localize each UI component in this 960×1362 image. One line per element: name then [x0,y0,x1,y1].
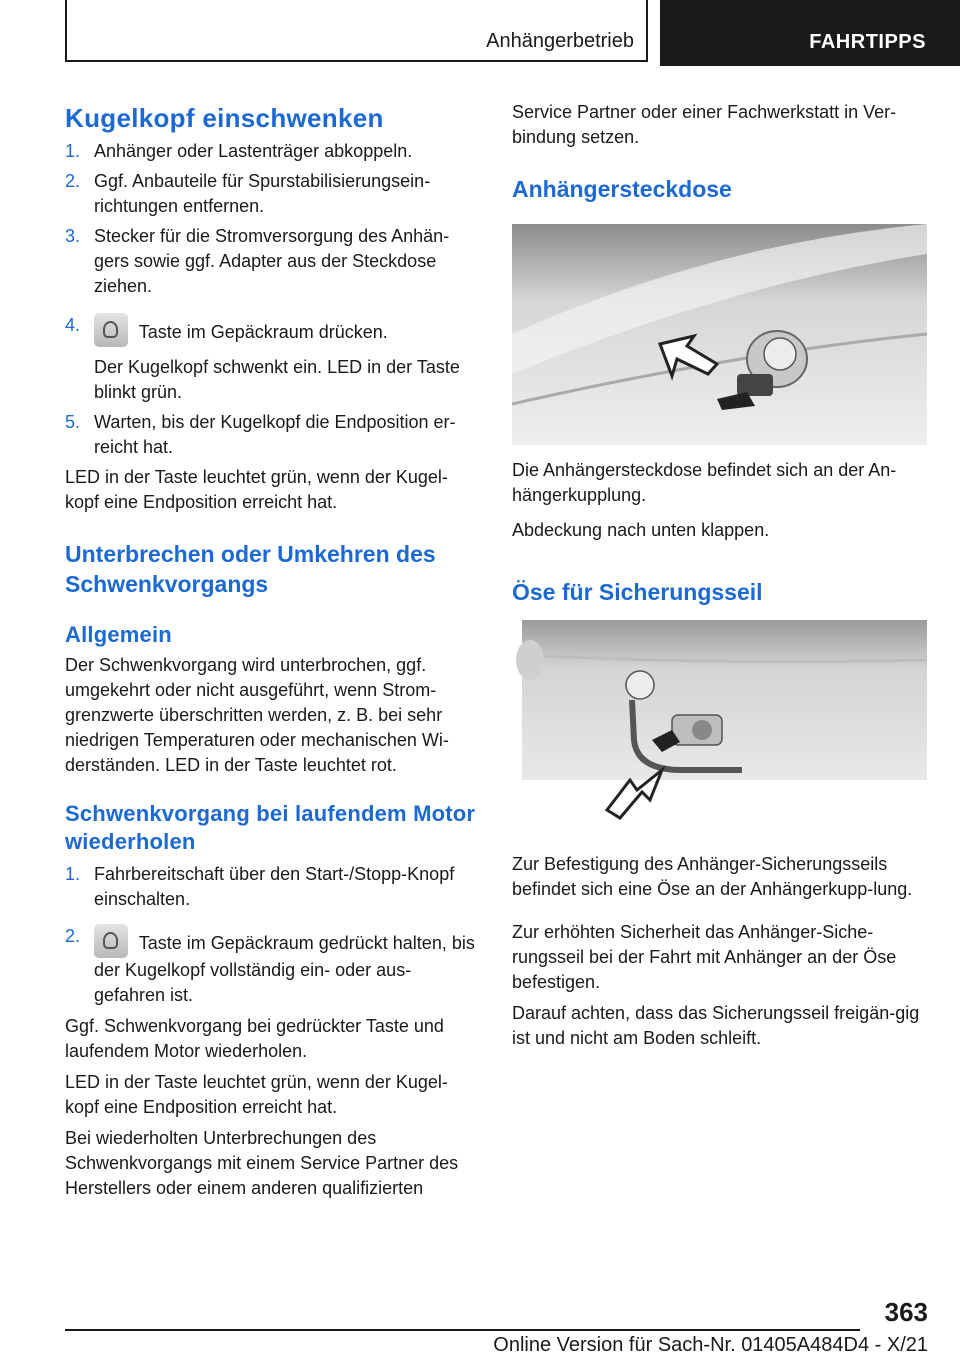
heading-anhaengersteckdose: Anhängersteckdose [512,176,732,202]
paragraph-ggf: Ggf. Schwenkvorgang bei gedrückter Taste und laufendem Motor wiederholen. [65,1016,444,1061]
step-item [65,139,480,164]
step-text: Anhänger oder Lastenträger abkoppeln. [94,141,413,161]
step-number: 2. [65,171,81,191]
step-number: 3. [65,226,81,246]
header-section-tab [65,0,648,62]
trailer-hitch-button-icon [94,924,128,958]
steps-kugelkopf [65,139,480,460]
heading-unterbrechen: Unterbrechen oder Umkehren des Schwenkvorgangs [65,541,436,597]
paragraph-oese-2: Zur erhöhten Sicherheit das Anhänger-Siche‐rungsseil bei der Fahrt mit Anhänger an der Öse befestigen. [512,922,897,992]
step-text: Warten, bis der Kugelkopf die Endposition er‐reicht hat. [94,412,456,457]
paragraph-led-green-2: LED in der Taste leuchtet grün, wenn der Kugel‐kopf eine Endposition erreicht hat. [65,1072,448,1117]
step-text: Stecker für die Stromversorgung des Anhän‐gers sowie ggf. Adapter aus der Steckdose ziehen. [94,226,450,296]
heading-allgemein: Allgemein [65,622,172,647]
right-column [512,100,927,203]
heading-kugelkopf: Kugelkopf einschwenken [65,103,384,133]
step-item [65,313,480,405]
step-number: 4. [65,315,81,335]
heading-wiederholen: Schwenkvorgang bei laufendem Motor wiederholen [65,801,476,854]
header-chapter-tab [660,0,960,66]
paragraph-steckdose-location: Die Anhängersteckdose befindet sich an der An‐hängerkupplung. [512,460,897,505]
figure-trailer-socket [512,224,927,445]
right-column-mid [512,458,927,606]
step-item [65,862,480,912]
page-number: 363 [884,1297,928,1327]
step-number: 1. [65,864,81,884]
step-text: Fahrbereitschaft über den Start-/Stopp-Knopf einschalten. [94,864,455,909]
step-text: Ggf. Anbauteile für Spurstabilisierungsein‐richtungen entfernen. [94,171,431,216]
paragraph-led-green: LED in der Taste leuchtet grün, wenn der Kugel‐kopf eine Endposition erreicht hat. [65,467,448,512]
header-chapter-label: FAHRTIPPS [809,31,926,53]
header-section-label: Anhängerbetrieb [486,30,634,52]
step-item [65,924,480,1008]
paragraph-continued: Service Partner oder einer Fachwerkstatt in Ver‐bindung setzen. [512,102,897,147]
step-item [65,169,480,219]
steps-wiederholen [65,862,480,1008]
trailer-hitch-button-icon [94,313,128,347]
footer-online-version: Online Version für Sach-Nr. 01405A484D4 - X/21 [493,1334,928,1356]
step-item [65,410,480,460]
paragraph-oese-3: Darauf achten, dass das Sicherungsseil freigän‐gig ist und nicht am Boden schleift. [512,1003,920,1048]
figure-safety-eyelet [512,620,927,830]
step-item [65,224,480,299]
heading-oese: Öse für Sicherungsseil [512,579,763,605]
paragraph-allgemein: Der Schwenkvorgang wird unterbrochen, ggf. umgekehrt oder nicht ausgeführt, wenn Strom‐grenzwerte überschritten werden, z. B. bei sehr niedrigen Temperaturen oder mechanischen Wi‐derständen. LED in der Taste leuchtet rot. [65,655,449,775]
left-column [65,100,480,1201]
step-number: 2. [65,926,81,946]
paragraph-oese-1: Zur Befestigung des Anhänger-Sicherungsseils befindet sich eine Öse an der Anhängerkupp‐lung. [512,854,913,899]
paragraph-bei-wiederholten: Bei wiederholten Unterbrechungen des Schwenkvorgangs mit einem Service Partner des Herstellers oder einem anderen qualifizierten [65,1128,459,1198]
step-subtext: Der Kugelkopf schwenkt ein. LED in der Taste blinkt grün. [94,357,460,402]
right-column-bottom [512,852,927,1051]
step-number: 5. [65,412,81,432]
footer-divider [65,1329,860,1331]
step-number: 1. [65,141,81,161]
paragraph-steckdose-cover: Abdeckung nach unten klappen. [512,520,770,540]
step-text: Taste im Gepäckraum drücken. [138,322,388,342]
step-text: Taste im Gepäckraum gedrückt halten, bis der Kugelkopf vollständig ein- oder aus‐gefahren ist. [94,933,475,1005]
